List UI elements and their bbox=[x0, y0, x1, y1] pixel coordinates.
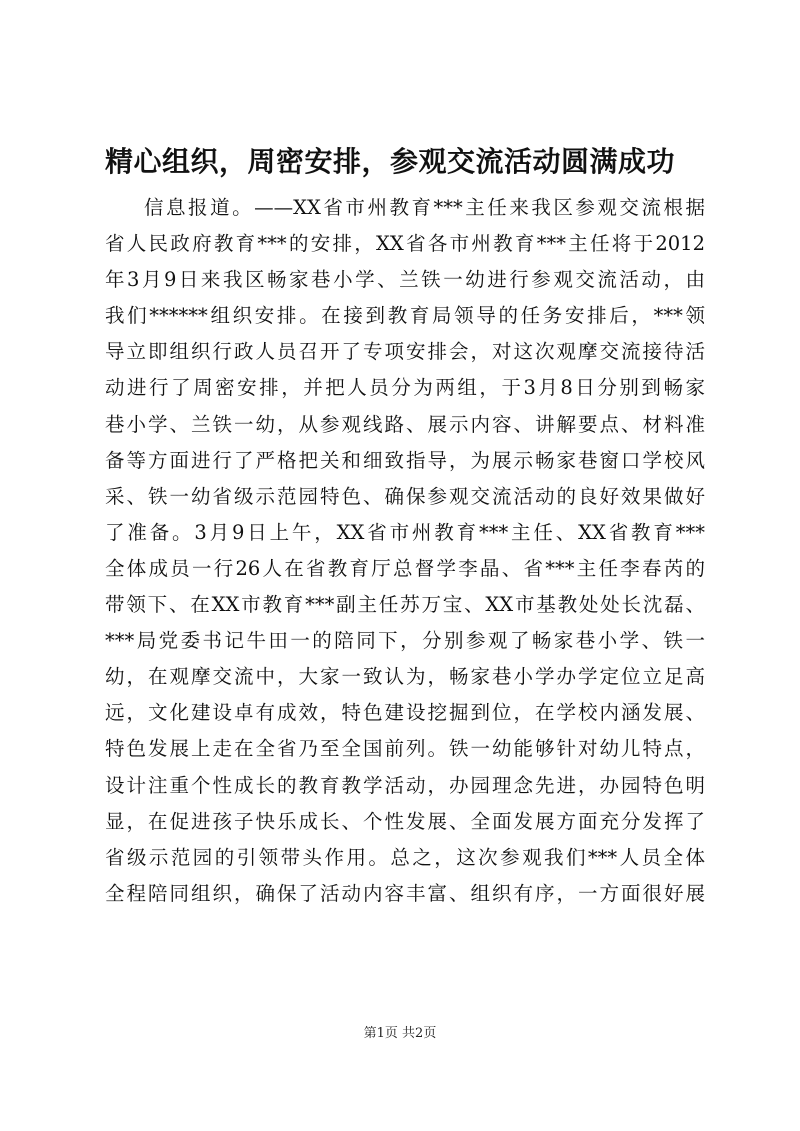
body-line: 年3月9日来我区畅家巷小学、兰铁一幼进行参观交流活动，由 bbox=[105, 268, 705, 292]
document-title: 精心组织，周密安排，参观交流活动圆满成功 bbox=[105, 145, 676, 178]
body-line: 远，文化建设卓有成效，特色建设挖掘到位，在学校内涵发展、 bbox=[105, 701, 705, 725]
body-line: 特色发展上走在全省乃至全国前列。铁一幼能够针对幼儿特点， bbox=[105, 737, 705, 761]
body-line: 幼，在观摩交流中，大家一致认为，畅家巷小学办学定位立足高 bbox=[105, 665, 705, 689]
document-body bbox=[105, 190, 705, 912]
body-line: 省级示范园的引领带头作用。总之，这次参观我们***人员全体 bbox=[105, 845, 705, 869]
body-line: 信息报道。——XX省市州教育***主任来我区参观交流根据 bbox=[144, 196, 705, 219]
body-line: 了准备。3月9日上午，XX省市州教育***主任、XX省教育*** bbox=[105, 520, 705, 544]
body-line: 带领下、在XX市教育***副主任苏万宝、XX市基教处处长沈磊、 bbox=[105, 593, 705, 617]
body-line: 动进行了周密安排，并把人员分为两组，于3月8日分别到畅家 bbox=[105, 376, 705, 400]
body-line: 设计注重个性成长的教育教学活动，办园理念先进，办园特色明 bbox=[105, 773, 705, 797]
body-line: 备等方面进行了严格把关和细致指导，为展示畅家巷窗口学校风 bbox=[105, 448, 705, 472]
body-line: 显，在促进孩子快乐成长、个性发展、全面发展方面充分发挥了 bbox=[105, 809, 705, 833]
body-line: 全程陪同组织，确保了活动内容丰富、组织有序，一方面很好展 bbox=[105, 881, 705, 905]
body-line: 全体成员一行26人在省教育厅总督学李晶、省***主任李春芮的 bbox=[105, 556, 705, 580]
page-footer: 第1页 共2页 bbox=[363, 1026, 437, 1041]
body-line: 导立即组织行政人员召开了专项安排会，对这次观摩交流接待活 bbox=[105, 340, 705, 364]
body-line: 省人民政府教育***的安排，XX省各市州教育***主任将于2012 bbox=[105, 232, 705, 256]
body-line: ***局党委书记牛田一的陪同下，分别参观了畅家巷小学、铁一 bbox=[105, 629, 705, 653]
body-line: 采、铁一幼省级示范园特色、确保参观交流活动的良好效果做好 bbox=[105, 484, 705, 508]
body-line: 巷小学、兰铁一幼，从参观线路、展示内容、讲解要点、材料准 bbox=[105, 412, 705, 436]
body-line: 我们******组织安排。在接到教育局领导的任务安排后，***领 bbox=[105, 304, 705, 328]
